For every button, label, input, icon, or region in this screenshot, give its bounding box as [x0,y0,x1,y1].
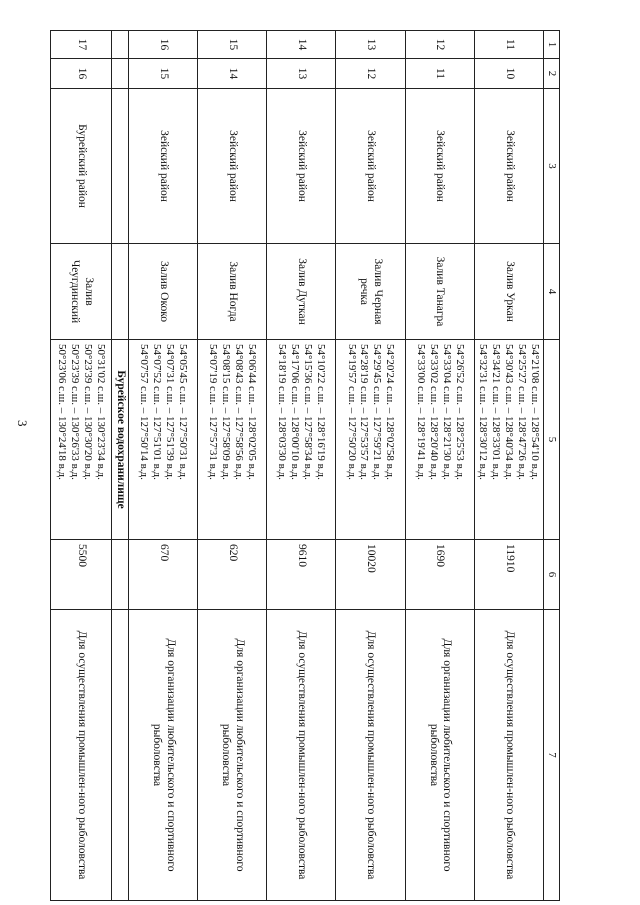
header-cell-5: 5 [543,340,559,540]
page-number: 3 [15,420,30,427]
coordinate-line: 54°08'15 с.ш. – 127°58'09 в.д. [220,344,233,480]
coordinates-cell [51,340,112,540]
row-number: 15 [198,31,267,59]
coordinate-line: 54°21'08 с.ш. – 128°54'10 в.д. [529,344,542,480]
coordinates-cell [198,340,267,540]
volume-cell: 1690 [405,540,474,610]
water-area-name: Залив Танагра [405,244,474,340]
coordinate-line: 54°26'52 с.ш. – 128°25'53 в.д. [453,344,466,480]
district-cell: Зейский район [336,89,405,244]
coordinate-line: 54°29'45 с.ш. – 127°59'21 в.д. [371,344,384,480]
coordinate-line: 50°23'06 с.ш. – 130°24'18 в.д. [56,344,69,480]
coordinate-line: 54°25'27 с.ш. – 128°47'26 в.д. [516,344,529,480]
row-number: 17 [51,31,112,59]
water-area-name: Залив Ококо [128,244,197,340]
volume-cell: 9610 [267,540,336,610]
table-row [128,31,197,901]
header-cell-6: 6 [543,540,559,610]
water-area-name: Залив Чеугдинский [51,244,112,340]
row-subnumber: 13 [267,59,336,89]
header-cell-7: 7 [543,610,559,901]
row-number: 12 [405,31,474,59]
water-areas-table [50,30,560,901]
coordinate-line: 50°23'39 с.ш. – 130°26'33 в.д. [69,344,82,480]
district-cell: Зейский район [267,89,336,244]
coordinate-line: 54°10'22 с.ш. – 128°16'19 в.д. [315,344,328,480]
purpose-cell: Для осуществления промышлен-ного рыболовства [336,610,405,901]
header-cell-4: 4 [543,244,559,340]
row-number: 13 [336,31,405,59]
header-cell-1: 1 [543,31,559,59]
rotated-table-container [50,30,560,900]
coordinate-line: 54°07'19 с.ш. – 127°57'31 в.д. [207,344,220,480]
volume-cell: 670 [128,540,197,610]
coordinate-line: 54°18'19 с.ш. – 128°03'30 в.д. [276,344,289,480]
coordinate-line: 54°32'31 с.ш. – 128°30'12 в.д. [477,344,490,480]
row-subnumber: 14 [198,59,267,89]
coordinate-line: 54°07'31 с.ш. – 127°51'39 в.д. [164,344,176,480]
row-subnumber: 10 [474,59,543,89]
purpose-cell: Для организации любительского и спортивного рыболовства [405,610,474,901]
coordinates-cell [267,340,336,540]
coordinate-line: 54°30'43 с.ш. – 128°40'34 в.д. [503,344,516,480]
table-row [198,31,267,901]
purpose-cell: Для организации любительского и спортивного рыболовства [128,610,197,901]
coordinate-line: 54°33'02 с.ш. – 128°20'40 в.д. [427,344,440,480]
coordinates-cell [474,340,543,540]
row-subnumber: 11 [405,59,474,89]
district-cell: Зейский район [474,89,543,244]
coordinate-line: 54°20'24 с.ш. – 128°02'58 в.д. [384,344,397,480]
water-area-name: Залив Ногда [198,244,267,340]
coordinate-line: 50°23'39 с.ш. – 130°30'20 в.д. [82,344,95,480]
coordinate-line: 54°17'06 с.ш. – 128°00'10 в.д. [289,344,302,480]
coordinates-cell [128,340,197,540]
row-subnumber: 12 [336,59,405,89]
coordinate-line: 54°34'21 с.ш. – 128°33'01 в.д. [490,344,503,480]
coordinate-line: 54°08'43 с.ш. – 127°58'56 в.д. [233,344,246,480]
water-area-name: Залив Уркан [474,244,543,340]
section-heading: Бурейское водохранилище [112,340,129,540]
row-subnumber: 15 [128,59,197,89]
water-area-name: Залив Черная речка [336,244,405,340]
district-cell: Зейский район [405,89,474,244]
table-row [336,31,405,901]
coordinate-line: 54°15'36 с.ш. – 127°58'34 в.д. [302,344,315,480]
section-row [112,31,129,901]
table-row [51,31,112,901]
volume-cell: 5500 [51,540,112,610]
header-row [543,31,559,901]
coordinate-line: 54°33'00 с.ш. – 128°19'41 в.д. [414,344,427,480]
coordinate-line: 54°07'57 с.ш. – 127°50'14 в.д. [138,344,151,480]
table-row [405,31,474,901]
purpose-cell: Для организации любительского и спортивного рыболовства [198,610,267,901]
coordinate-line: 54°06'44 с.ш. – 128°02'05 в.д. [246,344,259,480]
coordinate-line: 54°28'19 с.ш. – 127°53'57 в.д. [358,344,371,480]
district-cell: Зейский район [128,89,197,244]
row-number: 11 [474,31,543,59]
district-cell: Бурейский район [51,89,112,244]
coordinates-cell [405,340,474,540]
row-subnumber: 16 [51,59,112,89]
district-cell: Зейский район [198,89,267,244]
volume-cell: 11910 [474,540,543,610]
table-row [267,31,336,901]
coordinate-line: 54°19'57 с.ш. – 127°50'20 в.д. [345,344,358,480]
row-number: 14 [267,31,336,59]
volume-cell: 10020 [336,540,405,610]
purpose-cell: Для осуществления промышлен-ного рыболовства [474,610,543,901]
header-cell-3: 3 [543,89,559,244]
coordinate-line: 50°31'02 с.ш. – 130°23'34 в.д. [95,344,107,480]
coordinate-line: 54°05'45 с.ш. – 127°50'31 в.д. [176,344,189,480]
header-cell-2: 2 [543,59,559,89]
coordinate-line: 54°07'52 с.ш. – 127°51'01 в.д. [151,344,164,480]
volume-cell: 620 [198,540,267,610]
table-row [474,31,543,901]
purpose-cell: Для осуществления промышлен-ного рыболовства [51,610,112,901]
coordinates-cell [336,340,405,540]
coordinate-line: 54°33'04 с.ш. – 128°21'30 в.д. [440,344,453,480]
water-area-name: Залив Дуткан [267,244,336,340]
purpose-cell: Для осуществления промышлен-ного рыболовства [267,610,336,901]
row-number: 16 [128,31,197,59]
